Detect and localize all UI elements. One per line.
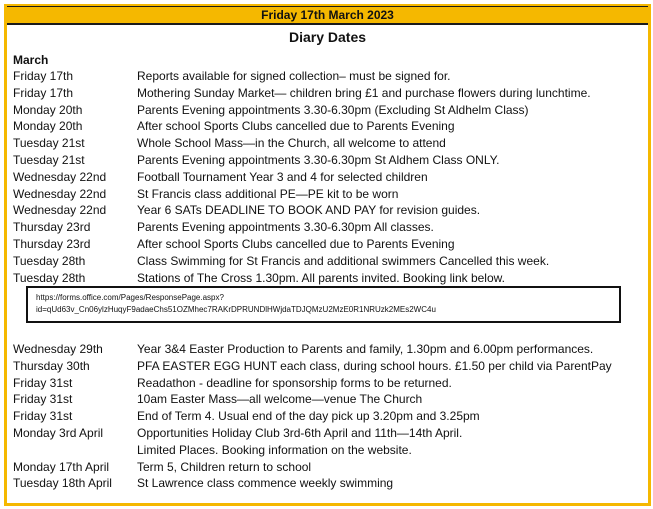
list-item	[13, 219, 643, 236]
event-date: Monday 17th April	[13, 459, 110, 474]
event-text: Football Tournament Year 3 and 4 for selected children	[137, 169, 428, 184]
event-date: Tuesday 21st	[13, 136, 85, 151]
list-item	[13, 358, 643, 375]
event-text: Mothering Sunday Market— children bring £1 and purchase flowers during lunchtime.	[137, 85, 591, 100]
list-item	[13, 341, 643, 358]
event-date: Thursday 23rd	[13, 220, 91, 235]
event-date: Wednesday 22nd	[13, 186, 107, 201]
list-item	[13, 475, 643, 492]
event-text: Year 3&4 Easter Production to Parents and family, 1.30pm and 6.00pm performances.	[137, 342, 594, 356]
list-item	[13, 68, 643, 85]
event-text: Parents Evening appointments 3.30-6.30pm St Aldhem Class ONLY.	[137, 152, 500, 167]
event-text: St Lawrence class commence weekly swimming	[137, 476, 394, 491]
event-date: Wednesday 29th	[13, 342, 103, 356]
event-text: Whole School Mass—in the Church, all welcome to attend	[137, 136, 446, 151]
event-date: Friday 31st	[13, 392, 73, 407]
list-item	[13, 85, 643, 102]
event-date: Wednesday 22nd	[13, 203, 107, 218]
event-date: Tuesday 21st	[13, 152, 85, 167]
event-text: 10am Easter Mass—all welcome—venue The Church	[137, 392, 423, 407]
event-text: St Francis class additional PE—PE kit to be worn	[137, 186, 399, 201]
event-date: Monday 20th	[13, 119, 83, 134]
event-date: Monday 20th	[13, 102, 83, 117]
list-item	[13, 202, 643, 219]
list-item	[13, 375, 643, 392]
event-date: Tuesday 18th April	[13, 476, 112, 491]
event-text: Year 6 SATs DEADLINE TO BOOK AND PAY for revision guides.	[137, 203, 481, 218]
event-list-after-link	[13, 341, 643, 492]
list-item	[13, 459, 643, 476]
event-text: Stations of The Cross 1.30pm. All parents invited. Booking link below.	[137, 270, 505, 285]
event-text: After school Sports Clubs cancelled due to Parents Evening	[137, 119, 455, 134]
page-title: Diary Dates	[288, 29, 367, 45]
event-date: Tuesday 28th	[13, 270, 86, 285]
event-date: Monday 3rd April	[13, 425, 104, 440]
list-item	[13, 236, 643, 253]
list-item	[13, 270, 643, 287]
event-text: Parents Evening appointments 3.30-6.30pm (Excluding St Aldhelm Class)	[137, 102, 529, 117]
event-text: Reports available for signed collection– must be signed for.	[137, 69, 451, 83]
month-heading: March	[13, 53, 49, 67]
event-text: After school Sports Clubs cancelled due to Parents Evening	[137, 236, 455, 251]
diary-frame	[4, 4, 651, 506]
list-item	[13, 152, 643, 169]
booking-link-line-2[interactable]: id=qUd63v_Cn06ylzHuqyF9adaeChs51OZMhec7RAKrDPRUNDlHWjdaTDJQMzU2MzE0R1NRUzk2MEs2WC4u	[36, 305, 436, 314]
event-date: Thursday 30th	[13, 358, 90, 373]
list-item	[13, 102, 643, 119]
booking-link-line-1[interactable]: https://forms.office.com/Pages/ResponsePage.aspx?	[36, 293, 224, 302]
list-item	[13, 253, 643, 270]
date-banner: Friday 17th March 2023	[7, 6, 648, 25]
event-text: Opportunities Holiday Club 3rd-6th April and 11th—14th April.	[137, 425, 463, 440]
event-text: Limited Places. Booking information on the website.	[137, 442, 412, 457]
list-item	[13, 118, 643, 135]
event-text: PFA EASTER EGG HUNT each class, during school hours. £1.50 per child via ParentPay	[137, 358, 612, 373]
event-date: Friday 17th	[13, 85, 74, 100]
event-text: Readathon - deadline for sponsorship forms to be returned.	[137, 375, 452, 390]
event-date: Friday 31st	[13, 409, 73, 424]
event-text: Parents Evening appointments 3.30-6.30pm All classes.	[137, 220, 434, 235]
event-list-before-link	[13, 68, 643, 286]
list-item	[13, 408, 643, 425]
list-item	[13, 169, 643, 186]
list-item	[13, 391, 643, 408]
list-item-continuation	[13, 442, 643, 459]
event-date: Tuesday 28th	[13, 253, 86, 268]
list-item	[13, 135, 643, 152]
event-date: Friday 17th	[13, 69, 74, 83]
event-date: Friday 31st	[13, 375, 73, 390]
booking-link-box[interactable]	[26, 286, 621, 323]
list-item	[13, 425, 643, 442]
event-text: Term 5, Children return to school	[137, 459, 312, 474]
event-date: Wednesday 22nd	[13, 169, 107, 184]
list-item	[13, 186, 643, 203]
event-text: Class Swimming for St Francis and additional swimmers Cancelled this week.	[137, 253, 550, 268]
event-date: Thursday 23rd	[13, 236, 91, 251]
event-text: End of Term 4. Usual end of the day pick up 3.20pm and 3.25pm	[137, 409, 480, 424]
